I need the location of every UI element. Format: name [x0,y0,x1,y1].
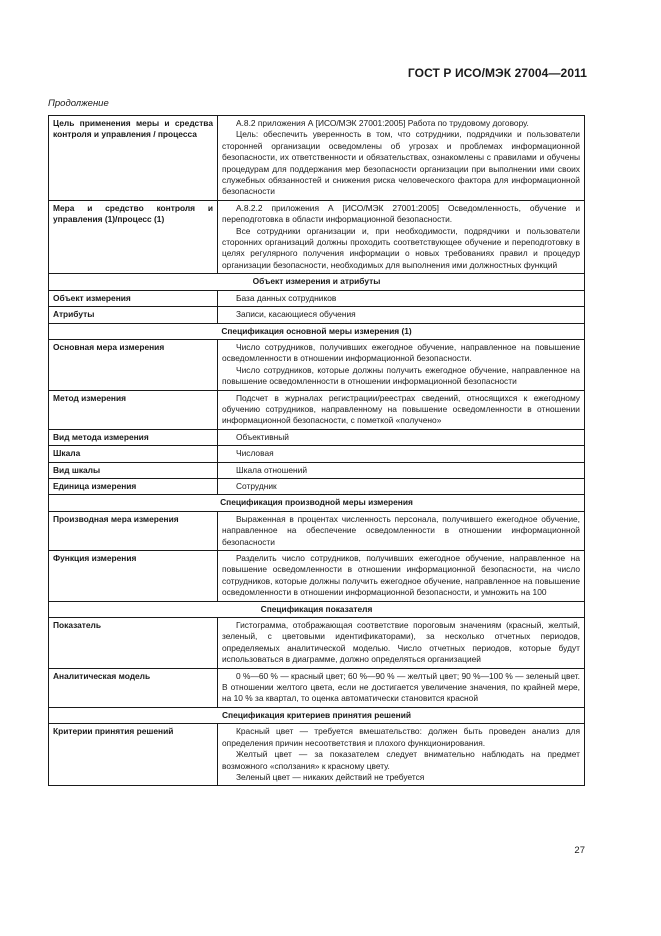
row-label: Производная мера измерения [49,511,218,550]
table-row [49,339,585,390]
value-paragraph: Выраженная в процентах численность персонала, получившего ежегодное обучение, направленное на обеспечение осведомленности в отношении информационной безопасности [222,513,580,547]
section-row [49,274,585,290]
value-paragraph: Сотрудник [236,480,277,491]
section-row [49,495,585,511]
table-row [49,290,585,306]
row-label: Критерии принятия решений [49,724,218,786]
specification-table [48,115,585,786]
row-label: Шкала [49,446,218,462]
section-row [49,323,585,339]
row-label: Единица измерения [49,478,218,494]
table-row [49,200,585,273]
row-label: Аналитическая модель [49,668,218,707]
section-heading: Спецификация производной меры измерения [49,495,585,511]
row-value [218,290,585,306]
value-paragraph: Цель: обеспечить уверенность в том, что сотрудники, подрядчики и пользователи сторонней организации осведомлены об угрозах и проблемах информационной безопасности, их ответственности и обязательствах, ознакомлены с правилами и обучены процедурам для поддержания мер безопасности организации при выполнении ими своих служебных обязанностей и снижения риска человеческого фактора для информационной безопасности [222,129,580,197]
row-label: Вид шкалы [49,462,218,478]
row-value [218,339,585,390]
row-value [218,618,585,669]
row-value [218,511,585,550]
value-paragraph: Подсчет в журналах регистрации/реестрах сведений, относящихся к ежегодному обучению сотрудников, направленному на повышение осведомленности в отношении информационной безопасности, с пометкой «получено» [222,392,580,426]
section-heading: Спецификация основной меры измерения (1) [49,323,585,339]
value-paragraph: Числовая [236,448,274,459]
row-value [218,307,585,323]
table-row [49,551,585,602]
value-paragraph: Гистограмма, отображающая соответствие пороговым значениям (красный, желтый, зеленый, с цветовыми идентификаторами), за несколько отчетных периодов, определяемых аналитической моделью. Число отчетных периодов, которые будут использоваться в диаграмме, должно определяться организацией [222,620,580,665]
row-label: Основная мера измерения [49,339,218,390]
row-value [218,390,585,429]
row-label: Функция измерения [49,551,218,602]
page-number: 27 [574,845,585,856]
value-paragraph: А.8.2.2 приложения А [ИСО/МЭК 27001:2005] Осведомленность, обучение и переподготовка в области информационной безопасности. [222,202,580,225]
row-value [218,446,585,462]
value-paragraph: Число сотрудников, которые должны получить ежегодное обучение, направленное на повышение осведомленности в отношении информационной безопасности [222,364,580,387]
section-row [49,601,585,617]
row-value [218,462,585,478]
row-label: Метод измерения [49,390,218,429]
table-row [49,462,585,478]
row-label: Мера и средство контроля и управления (1)/процесс (1) [49,200,218,273]
value-paragraph: База данных сотрудников [236,292,337,303]
row-value [218,478,585,494]
row-label: Показатель [49,618,218,669]
row-value [218,551,585,602]
value-paragraph: 0 %—60 % — красный цвет; 60 %—90 % — желтый цвет; 90 %—100 % — зеленый цвет. В отношении желтого цвета, если не достигается увеличение значения, по крайней мере, на 10 % за квартал, то оценка автоматически становится красной [222,670,580,704]
value-paragraph: Красный цвет — требуется вмешательство: должен быть проведен анализ для определения причин несоответствия и плохого функционирования. [222,726,580,748]
table-row [49,511,585,550]
standard-header: ГОСТ Р ИСО/МЭК 27004—2011 [407,66,587,80]
value-paragraph: Желтый цвет — за показателем следует внимательно наблюдать на предмет возможного «сползания» к красному цвету. [222,749,580,771]
value-paragraph: Объективный [236,431,289,442]
row-label: Объект измерения [49,290,218,306]
table-row [49,307,585,323]
table-row [49,668,585,707]
value-paragraph: Записи, касающиеся обучения [236,309,356,320]
section-heading: Объект измерения и атрибуты [49,274,585,290]
continuation-label: Продолжение [48,98,109,109]
row-label: Вид метода измерения [49,429,218,445]
table-row [49,116,585,201]
table-row [49,618,585,669]
section-heading: Спецификация критериев принятия решений [49,707,585,723]
table-row [49,724,585,786]
table-row [49,478,585,494]
section-row [49,707,585,723]
value-paragraph: Все сотрудники организации и, при необходимости, подрядчики и пользователи сторонних организаций должны проходить соответствующее обучение и переподготовку в целях регулярного получения информации о новых требованиях правил и процедур организации безопасности, необходимых для выполнения ими должностных функций [222,225,580,270]
row-value [218,668,585,707]
row-label: Атрибуты [49,307,218,323]
table-row [49,390,585,429]
table-row [49,446,585,462]
value-paragraph: Число сотрудников, получивших ежегодное обучение, направленное на повышение осведомленности в отношении информационной безопасности. [222,341,580,364]
value-paragraph: А.8.2 приложения А [ИСО/МЭК 27001:2005] Работа по трудовому договору. [236,118,529,128]
value-paragraph: Шкала отношений [236,464,308,475]
row-value [218,724,585,786]
row-label: Цель применения меры и средства контроля и управления / процесса [49,116,218,201]
value-paragraph: Разделить число сотрудников, получивших ежегодное обучение, направленное на повышение осведомленности в отношении информационной безопасности, на число сотрудников, которые должны получить ежегодное обучение, направленное на повышение осведомленности в отношении информационной безопасности, и умножить на 100 [222,553,580,598]
row-value [218,200,585,273]
row-value [218,429,585,445]
row-value [218,116,585,201]
table-row [49,429,585,445]
value-paragraph: Зеленый цвет — никаких действий не требуется [236,771,425,782]
section-heading: Спецификация показателя [49,601,585,617]
